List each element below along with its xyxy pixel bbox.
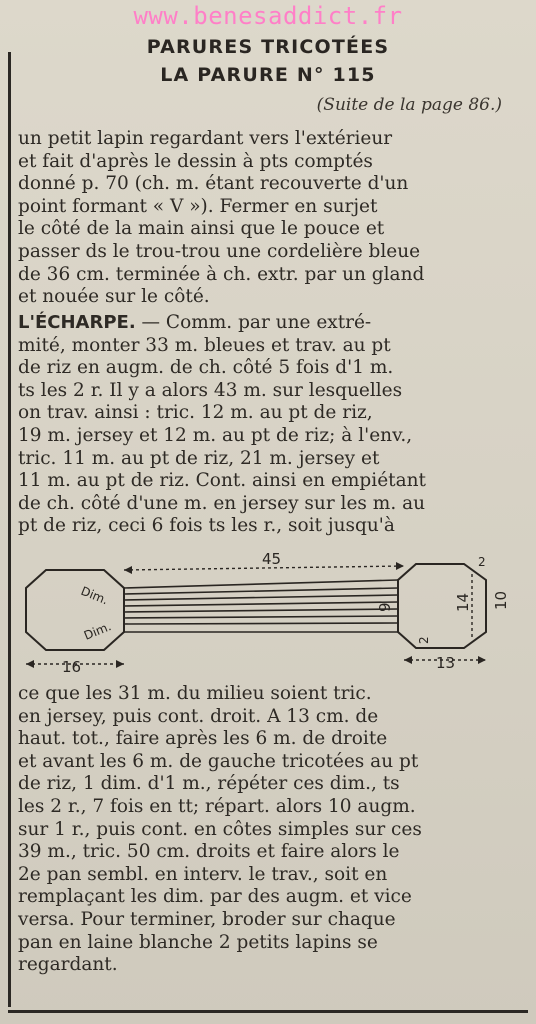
small-label-top: 2: [478, 555, 486, 569]
text-line: versa. Pour terminer, broder sur chaque: [18, 908, 396, 930]
text-line: 19 m. jersey et 12 m. au pt de riz; à l'env.,: [18, 424, 413, 446]
length-label: 45: [262, 550, 282, 568]
text-line: sur 1 r., puis cont. en côtes simples sur ces: [18, 818, 422, 840]
text-line: tric. 11 m. au pt de riz, 21 m. jersey et: [18, 447, 380, 469]
text-line: regardant.: [18, 954, 118, 976]
text-line: et fait d'après le dessin à pts comptés: [18, 150, 373, 172]
left-end-outline: [26, 570, 124, 650]
dim-label-top: Dim.: [78, 583, 111, 608]
text-line: remplaçant les dim. par des augm. et vice: [18, 886, 412, 908]
continued-note: (Suite de la page 86.): [316, 95, 502, 115]
scarf-diagram: [12, 550, 524, 678]
text-line: et avant les 6 m. de gauche tricotées au pt: [18, 750, 419, 772]
scarf-schematic: [12, 550, 524, 678]
text-line: mité, monter 33 m. bleues et trav. au pt: [18, 334, 391, 356]
text-line: point formant « V »). Fermer en surjet: [18, 195, 378, 217]
text-line: haut. tot., faire après les 6 m. de droite: [18, 728, 388, 750]
text-line: un petit lapin regardant vers l'extérieur: [18, 128, 393, 149]
text-line: ts les 2 r. Il y a alors 43 m. sur lesquelles: [18, 379, 403, 401]
dim-label-bottom: Dim.: [81, 619, 114, 643]
text-line: de ch. côté d'une m. en jersey sur les m. au: [18, 492, 426, 514]
text-line: ce que les 31 m. du milieu soient tric.: [18, 683, 372, 704]
watermark: www.benesaddict.fr: [133, 2, 403, 30]
section-heading: PARURES TRICOTÉES: [146, 36, 390, 58]
right-width-label: 13: [436, 654, 456, 672]
text-line: les 2 r., 7 fois en tt; répart. alors 10 augm.: [18, 795, 416, 817]
right-end-outline: [398, 564, 486, 648]
small-label-bottom: 2: [417, 636, 431, 644]
end-width-label: 16: [62, 658, 82, 676]
height-label: 14: [454, 592, 472, 612]
text-line: passer ds le trou-trou une cordelière bleue: [18, 240, 421, 262]
text-line: 39 m., tric. 50 cm. droits et faire alors le: [18, 841, 400, 863]
text-line: le côté de la main ainsi que le pouce et: [18, 218, 385, 240]
text-line: de 36 cm. terminée à ch. extr. par un gland: [18, 263, 425, 285]
pattern-title: LA PARURE N° 115: [160, 64, 376, 86]
rib-lines: [124, 580, 398, 632]
paragraph-mitten-end: [18, 128, 508, 309]
text-line: [18, 312, 508, 335]
text-line: 2e pan sembl. en interv. le trav., soit en: [18, 863, 388, 885]
outer-height-label: 10: [492, 590, 510, 610]
text-line: 11 m. au pt de riz. Cont. ainsi en empiétant: [18, 470, 426, 492]
text-line: pt de riz, ceci 6 fois ts les r., soit jusqu'à: [18, 515, 395, 537]
text-line: donné p. 70 (ch. m. étant recouverte d'un: [18, 173, 409, 195]
text-line: pan en laine blanche 2 petits lapins se: [18, 931, 378, 953]
text-line: et nouée sur le côté.: [18, 286, 210, 308]
paragraph-scarf: [18, 312, 508, 538]
text-line: de riz en augm. de ch. côté 5 fois d'1 m.: [18, 357, 394, 379]
text-line: de riz, 1 dim. d'1 m., répéter ces dim., ts: [18, 773, 400, 795]
bottom-rule: [8, 1010, 528, 1013]
text-fragment: — Comm. par une extré-: [135, 312, 372, 333]
paragraph-scarf-continued: [18, 683, 508, 977]
text-line: on trav. ainsi : tric. 12 m. au pt de riz,: [18, 402, 373, 424]
text-line: en jersey, puis cont. droit. A 13 cm. de: [18, 705, 379, 727]
inner-label: 9: [376, 602, 394, 612]
scarf-title: L'ÉCHARPE.: [18, 312, 136, 333]
left-column-rule: [8, 52, 11, 1007]
